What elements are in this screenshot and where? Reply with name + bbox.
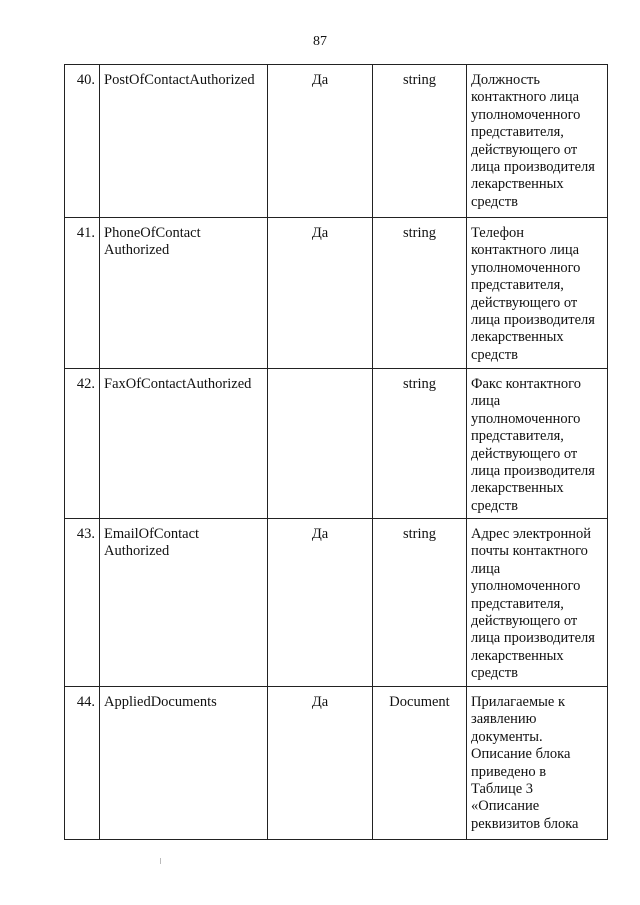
description-line: лекарственных xyxy=(471,647,564,664)
description-line: приведено в xyxy=(471,763,547,780)
data-type: string xyxy=(373,519,467,687)
description-line: документы. xyxy=(471,728,543,745)
element-name xyxy=(100,369,268,519)
description-line: уполномоченного xyxy=(471,106,581,123)
description-line: контактного лица xyxy=(471,242,580,259)
table-row xyxy=(65,65,608,218)
description-line: лекарственных xyxy=(471,176,564,193)
description-line: представителя, xyxy=(471,124,564,141)
description-line: Телефон xyxy=(471,225,524,241)
row-number: 41. xyxy=(65,218,100,369)
description-line: средств xyxy=(471,665,518,682)
description-line: лица производителя xyxy=(471,463,595,480)
description-line: лекарственных xyxy=(471,329,564,346)
required-flag: Да xyxy=(268,687,373,840)
description-line: почты контактного xyxy=(471,543,588,560)
description-line: Прилагаемые к xyxy=(471,694,565,710)
description-line: лица xyxy=(471,560,501,577)
table-row xyxy=(65,687,608,840)
description-line: лица xyxy=(471,393,501,410)
row-number: 43. xyxy=(65,519,100,687)
data-type: string xyxy=(373,218,467,369)
description-line: лица производителя xyxy=(471,630,595,647)
element-description xyxy=(467,65,608,218)
table-row xyxy=(65,369,608,519)
element-name-line: FaxOfContactAuthorized xyxy=(104,376,252,392)
description-line: заявлению xyxy=(471,711,537,728)
description-line: представителя, xyxy=(471,277,564,294)
description-line: действующего от xyxy=(471,613,578,630)
description-line: действующего от xyxy=(471,294,578,311)
data-type: string xyxy=(373,369,467,519)
required-flag: Да xyxy=(268,218,373,369)
table-row xyxy=(65,519,608,687)
description-line: средств xyxy=(471,346,518,363)
data-type: Document xyxy=(373,687,467,840)
description-line: действующего от xyxy=(471,141,578,158)
element-name-line: PhoneOfContact xyxy=(104,225,201,241)
element-name xyxy=(100,65,268,218)
element-name-line: EmailOfContact xyxy=(104,526,200,542)
element-name xyxy=(100,687,268,840)
description-line: уполномоченного xyxy=(471,410,581,427)
description-line: представителя, xyxy=(471,595,564,612)
element-description xyxy=(467,519,608,687)
element-name xyxy=(100,218,268,369)
description-line: Таблице 3 xyxy=(471,781,534,798)
description-line: средств xyxy=(471,193,518,210)
required-flag xyxy=(268,369,373,519)
table-row xyxy=(65,218,608,369)
description-line: средств xyxy=(471,497,518,514)
required-flag: Да xyxy=(268,65,373,218)
description-line: представителя, xyxy=(471,428,564,445)
row-number: 40. xyxy=(65,65,100,218)
row-number: 42. xyxy=(65,369,100,519)
required-flag: Да xyxy=(268,519,373,687)
page-number: 87 xyxy=(313,34,327,49)
data-type: string xyxy=(373,65,467,218)
description-line: Описание блока xyxy=(471,746,571,763)
element-description xyxy=(467,218,608,369)
element-name-line: Authorized xyxy=(104,543,170,560)
description-line: лица производителя xyxy=(471,159,595,176)
description-line: уполномоченного xyxy=(471,259,581,276)
element-name-line: Authorized xyxy=(104,242,170,259)
description-line: реквизитов блока xyxy=(471,815,579,832)
attributes-table xyxy=(64,64,608,840)
scan-mark xyxy=(160,858,161,864)
description-line: Должность xyxy=(471,72,540,88)
element-name xyxy=(100,519,268,687)
element-description xyxy=(467,369,608,519)
row-number: 44. xyxy=(65,687,100,840)
description-line: контактного лица xyxy=(471,89,580,106)
element-name-line: PostOfContactAuthorized xyxy=(104,72,255,88)
description-line: лекарственных xyxy=(471,480,564,497)
description-line: действующего от xyxy=(471,445,578,462)
description-line: уполномоченного xyxy=(471,578,581,595)
element-name-line: AppliedDocuments xyxy=(104,694,217,710)
description-line: «Описание xyxy=(471,798,540,815)
description-line: Адрес электронной xyxy=(471,526,591,542)
description-line: лица производителя xyxy=(471,312,595,329)
description-line: Факс контактного xyxy=(471,376,581,392)
element-description xyxy=(467,687,608,840)
